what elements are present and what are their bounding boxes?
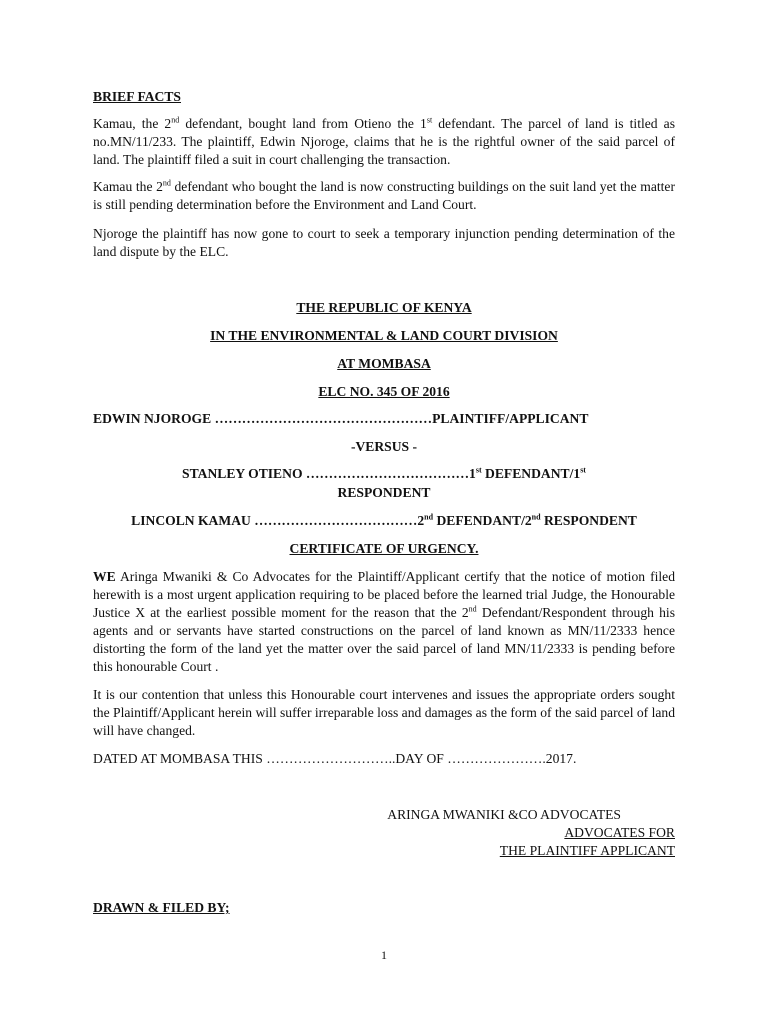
page-number: 1: [381, 948, 387, 962]
dated-line: DATED AT MOMBASA THIS ………………………..DAY OF ………………….2017.: [93, 751, 577, 766]
text-run: Aringa Mwaniki & Co Advocates for the Plaintiff/Applicant certify that the notice of motion filed herewith is a most urgent application requiring to be placed before the learned trial Judge, the Honourable Justice X at the earliest possible moment for the reason that the 2: [93, 569, 675, 620]
text-run: defendant, bought land from Otieno the 1: [179, 116, 427, 131]
client-name: THE PLAINTIFF APPLICANT: [499, 843, 675, 858]
brief-facts-paragraph-1: [93, 115, 675, 169]
text-run: DEFENDANT/2: [433, 513, 532, 528]
superscript: st: [475, 465, 482, 475]
firm-name: ARINGA MWANIKI &CO ADVOCATES: [387, 807, 621, 822]
advocates-for: ADVOCATES FOR: [564, 825, 675, 840]
party-plaintiff: EDWIN NJOROGE …………………………………………PLAINTIFF/APPLICANT: [93, 411, 589, 426]
caption-location: AT MOMBASA: [337, 356, 431, 371]
superscript: st: [580, 465, 586, 475]
party-defendant-2: [93, 512, 675, 530]
text-run: RESPONDENT: [540, 513, 637, 528]
certificate-title: CERTIFICATE OF URGENCY.: [289, 541, 479, 556]
text-run: Kamau, the 2: [93, 116, 172, 131]
text-run: Kamau the 2: [93, 179, 163, 194]
caption-court: IN THE ENVIRONMENTAL & LAND COURT DIVISION: [210, 328, 558, 343]
brief-facts-paragraph-3: Njoroge the plaintiff has now gone to court to seek a temporary injunction pending determination of the land dispute by the ELC.: [93, 226, 675, 259]
text-run: defendant. The parcel of land is titled as no.MN/11/233. The plaintiff, Edwin Njoroge, claims that he is the rightful owner of the said parcel of land. The plaintiff filed a suit in court challenging the transaction.: [93, 116, 675, 167]
certificate-paragraph-2: It is our contention that unless this Honourable court intervenes and issues the appropriate orders sought the Plaintiff/Applicant herein will suffer irreparable loss and damages as the form of the said parcel of land will have changed.: [93, 687, 675, 738]
text-run: Defendant/Respondent through his agents and or servants have started constructions on the parcel of land known as MN/11/2333 hence distorting the form of the land yet the matter over the said parcel of land MN/11/2333 is pending before this honourable Court .: [93, 605, 675, 674]
superscript: nd: [531, 512, 541, 522]
brief-facts-heading: BRIEF FACTS: [93, 89, 181, 104]
superscript: nd: [162, 178, 171, 188]
superscript: nd: [468, 604, 477, 614]
caption-case-number: ELC NO. 345 OF 2016: [318, 384, 450, 399]
party-versus: -VERSUS -: [350, 439, 418, 454]
superscript: nd: [424, 512, 434, 522]
caption-republic: THE REPUBLIC OF KENYA: [296, 300, 472, 315]
superscript: nd: [171, 115, 180, 125]
party-defendant-1: [93, 465, 675, 483]
brief-facts-paragraph-2: [93, 178, 675, 214]
drawn-filed-by: DRAWN & FILED BY;: [93, 900, 230, 915]
party-defendant-1-role: RESPONDENT: [337, 485, 431, 500]
text-run: STANLEY OTIENO ………………………………1: [182, 466, 476, 481]
text-run: DEFENDANT/1: [481, 466, 581, 481]
text-run: LINCOLN KAMAU ………………………………2: [131, 513, 425, 528]
signature-block: [93, 806, 675, 860]
superscript: st: [426, 115, 433, 125]
text-run: defendant who bought the land is now constructing buildings on the suit land yet the matter is still pending determination before the Environment and Land Court.: [93, 179, 675, 212]
certificate-paragraph-1: [93, 568, 675, 676]
text-run: WE: [93, 569, 116, 584]
